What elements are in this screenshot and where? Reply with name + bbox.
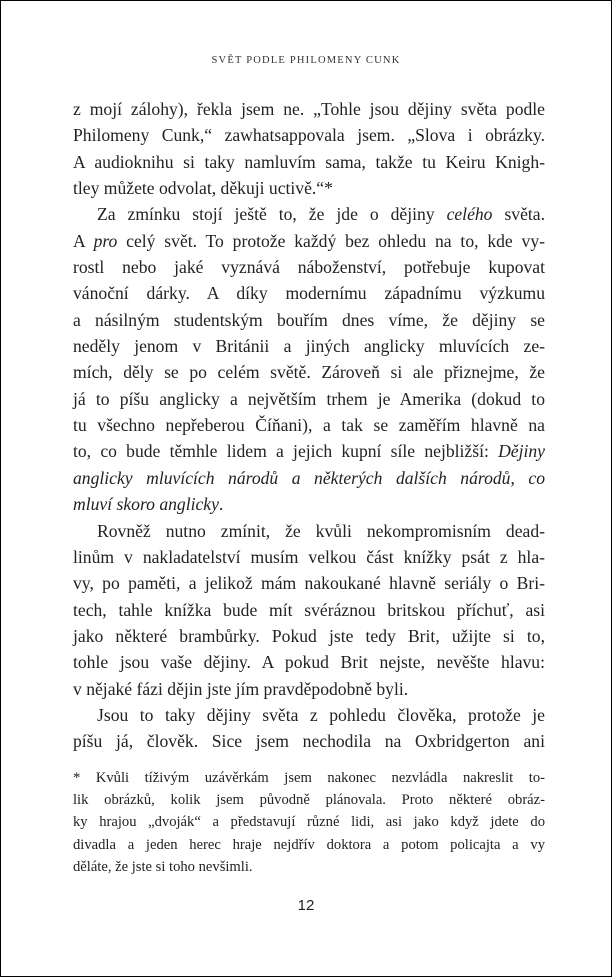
italic-text: anglicky mluvících národů a některých dalších národů, co [73, 467, 545, 488]
text-line: to, co bude těmhle lidem a jejich kupní síle nejbližší: Dějiny [73, 441, 545, 462]
footnote-line: lik obrázků, kolik jsem původně plánovala. Proto některé obráz- [73, 792, 545, 809]
text-line: Za zmínku stojí ještě to, že jde o dějiny celého světa. [97, 204, 545, 225]
text-line: tech, tahle knížka bude mít svéráznou britskou příchuť, asi [73, 599, 545, 620]
paragraph [73, 518, 545, 702]
footnote-line: divadla a jeden herec hraje nejdřív doktora a potom policajta a vy [73, 836, 545, 853]
footnote-line: děláte, že jste si toho nevšimli. [73, 858, 253, 875]
paragraph [73, 201, 545, 517]
italic-text: Dějiny [498, 441, 545, 462]
italic-text: pro [93, 230, 118, 251]
text-line: a násilným studentským bouřím dnes víme, že dějiny se [73, 309, 545, 330]
text-line: jako některé brambůrky. Pokud jste tedy Brit, užijte si to, [73, 625, 545, 646]
text-line: tohle jsou vaše dějiny. A pokud Brit nejste, nevěšte hlavu: [73, 652, 545, 673]
page-number: 12 [297, 897, 315, 914]
text-line: tu všechno nepřeberou Číňani), a tak se zaměřím hlavně na [73, 415, 545, 436]
text-line: píšu já, člověk. Sice jsem nechodila na Oxbridgerton ani [73, 731, 545, 752]
text-line: mluví skoro anglicky. [73, 494, 224, 515]
body-text [73, 96, 545, 755]
footnote-line: * Kvůli tíživým uzávěrkám jsem nakonec nezvládla nakreslit to- [73, 770, 545, 786]
text-line: Philomeny Cunk,“ zawhatsappovala jsem. „Slova i obrázky. [73, 125, 545, 146]
paragraph [73, 96, 545, 201]
running-head: SVĚT PODLE PHILOMENY CUNK [211, 55, 401, 66]
paragraph [73, 702, 545, 755]
text-line: v nějaké fázi dějin jste jím pravděpodobně byli. [73, 678, 409, 699]
footnote-line: ky hrajou „dvoják“ a představují různé lidi, asi jako když jdete do [73, 814, 545, 831]
text-line: tley můžete odvolat, děkuji uctivě.“* [73, 178, 333, 199]
text-line: já to píšu anglicky a největším trhem je Amerika (dokud to [73, 388, 545, 409]
text-line: neděly jenom v Británii a jiných anglicky mluvících ze- [73, 336, 545, 357]
text-line: rostl nebo jaké vyznává náboženství, potřebuje kupovat [73, 257, 545, 278]
text-line: A audioknihu si taky namluvím sama, takže tu Keiru Knigh- [73, 151, 545, 172]
text-line: A pro celý svět. To protože každý bez ohledu na to, kde vy- [73, 230, 546, 251]
text-line: linům v nakladatelství musím velkou část knížky psát z hla- [73, 546, 545, 567]
italic-text: celého [446, 204, 493, 225]
text-line: mích, děly se po celém světě. Zároveň si ale přiznejme, že [73, 362, 545, 383]
text-line [73, 465, 545, 491]
text-line: vy, po paměti, a jelikož mám nakoukané hlavně seriály o Bri- [73, 573, 545, 594]
text-line: z mojí zálohy), řekla jsem ne. „Tohle jsou dějiny světa podle [73, 99, 545, 119]
text-line: vánoční dárky. A díky modernímu západnímu výzkumu [73, 283, 545, 304]
text-line: Jsou to taky dějiny světa z pohledu člověka, protože je [97, 704, 545, 725]
text-line: Rovněž nutno zmínit, že kvůli nekompromisním dead- [97, 520, 545, 541]
footnote [73, 767, 545, 878]
italic-text: mluví skoro anglicky [73, 494, 219, 515]
